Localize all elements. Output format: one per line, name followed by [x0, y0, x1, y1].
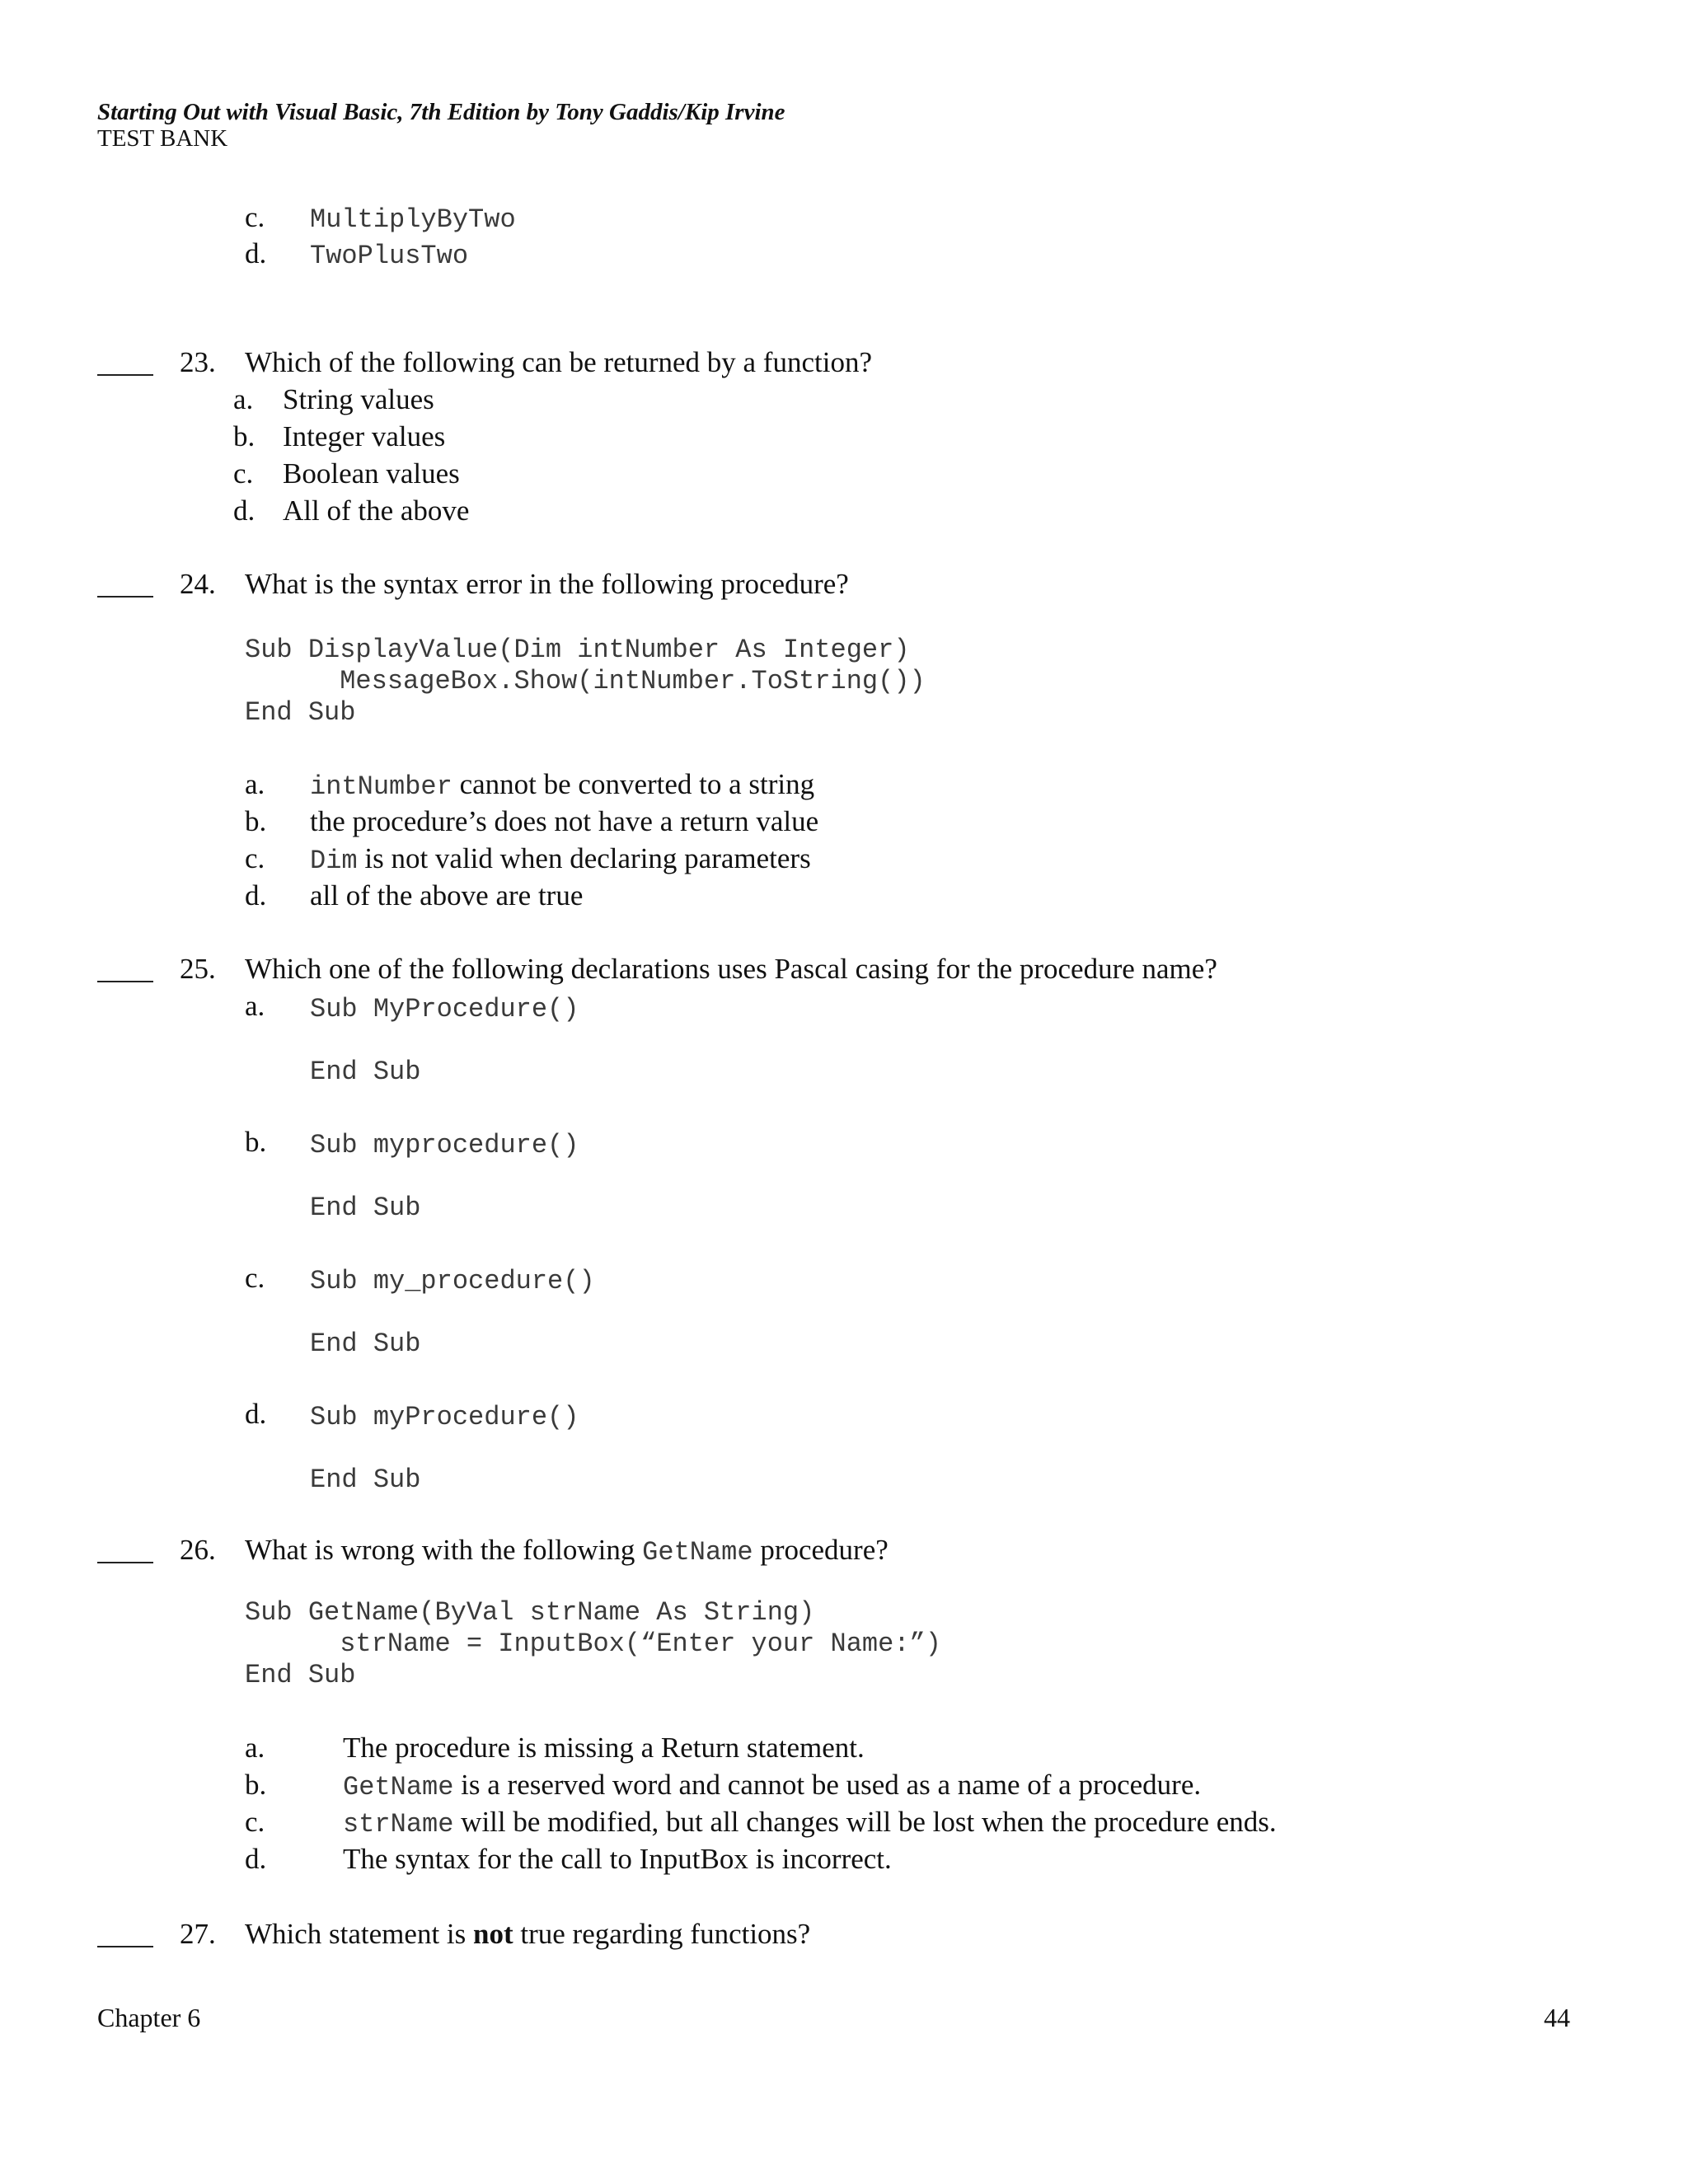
q25-option-c-line-2: End Sub — [310, 1329, 421, 1359]
q25-option-c-line-1: Sub my_procedure() — [310, 1266, 595, 1296]
q25-option-b-line-2: End Sub — [310, 1193, 421, 1223]
q25-option-d-line-2: End Sub — [310, 1465, 421, 1495]
q26-question-code: GetName — [642, 1537, 753, 1568]
q25-option-d-line-1: Sub myProcedure() — [310, 1402, 579, 1432]
q26-option-b — [343, 1769, 1201, 1802]
answer-blank-q24 — [97, 596, 153, 598]
q22-option-c-code: MultiplyByTwo — [310, 204, 516, 235]
q23-option-b-text: Integer values — [283, 420, 446, 452]
q26-question-pre: What is wrong with the following — [245, 1534, 643, 1566]
q24-option-a — [310, 768, 814, 802]
q26-option-b-text: is a reserved word and cannot be used as a name of a procedure. — [453, 1769, 1202, 1801]
q25-question: Which one of the following declarations uses Pascal casing for the procedure name? — [245, 953, 1217, 985]
q26-option-c-letter: c. — [245, 1806, 265, 1838]
q26-code-line-3: End Sub — [245, 1660, 356, 1690]
q26-code-line-2: strName = InputBox(“Enter your Name:”) — [245, 1629, 941, 1659]
q26-question-post: procedure? — [753, 1534, 889, 1566]
q25-option-a-line-1: Sub MyProcedure() — [310, 994, 579, 1024]
q26-code-line-1: Sub GetName(ByVal strName As String) — [245, 1597, 815, 1628]
document-subtitle: TEST BANK — [97, 125, 228, 152]
q24-option-d-text: all of the above are true — [310, 879, 584, 912]
q26-option-a-text: The procedure is missing a Return statement. — [343, 1732, 865, 1764]
q24-code-line-1: Sub DisplayValue(Dim intNumber As Integer) — [245, 635, 910, 665]
q24-option-c — [310, 842, 811, 876]
q25-number: 25. — [180, 953, 216, 985]
q24-option-d-letter: d. — [245, 879, 267, 912]
answer-blank-q25 — [97, 981, 153, 982]
q25-option-d-letter: d. — [245, 1398, 267, 1430]
q22-option-d-letter: d. — [245, 237, 267, 269]
q26-option-c-text: will be modified, but all changes will be lost when the procedure ends. — [453, 1806, 1277, 1838]
answer-blank-q23 — [97, 374, 153, 376]
q26-option-b-code: GetName — [343, 1772, 454, 1802]
q22-option-d-code: TwoPlusTwo — [310, 241, 469, 271]
q26-number: 26. — [180, 1534, 216, 1566]
footer-chapter: Chapter 6 — [97, 2003, 201, 2032]
q25-option-a-line-2: End Sub — [310, 1057, 421, 1087]
q25-option-b-letter: b. — [245, 1126, 267, 1158]
q22-option-c-letter: c. — [245, 201, 265, 233]
q26-option-a-letter: a. — [245, 1732, 265, 1764]
q24-option-b-letter: b. — [245, 805, 267, 837]
q23-option-d-text: All of the above — [283, 494, 470, 527]
q26-option-c — [343, 1806, 1277, 1840]
q25-option-a-letter: a. — [245, 990, 265, 1022]
q26-option-c-code: strName — [343, 1809, 454, 1840]
document-title: Starting Out with Visual Basic, 7th Edition by Tony Gaddis/Kip Irvine — [97, 99, 785, 125]
q27-question — [245, 1918, 810, 1951]
q23-question: Which of the following can be returned by a function? — [245, 346, 872, 378]
q24-number: 24. — [180, 568, 216, 600]
q23-option-c-letter: c. — [233, 457, 254, 490]
q23-option-a-text: String values — [283, 383, 434, 415]
q27-question-pre: Which statement is — [245, 1918, 474, 1950]
q24-option-b-text: the procedure’s does not have a return value — [310, 805, 819, 837]
q23-option-b-letter: b. — [233, 420, 256, 452]
q26-option-d-letter: d. — [245, 1843, 267, 1875]
q27-question-post: true regarding functions? — [513, 1918, 811, 1950]
answer-blank-q27 — [97, 1946, 153, 1947]
q23-option-a-letter: a. — [233, 383, 254, 415]
q24-code-line-3: End Sub — [245, 697, 356, 728]
footer-page-number: 44 — [1544, 2003, 1570, 2032]
q24-option-c-text: is not valid when declaring parameters — [357, 842, 811, 874]
q24-option-c-letter: c. — [245, 842, 265, 874]
q24-code-line-2: MessageBox.Show(intNumber.ToString()) — [245, 666, 926, 696]
q26-question — [245, 1534, 889, 1568]
q26-option-d-text: The syntax for the call to InputBox is incorrect. — [343, 1843, 892, 1875]
q24-option-c-code: Dim — [310, 846, 358, 876]
q23-option-c-text: Boolean values — [283, 457, 460, 490]
answer-blank-q26 — [97, 1562, 153, 1563]
q27-number: 27. — [180, 1918, 216, 1950]
q23-option-d-letter: d. — [233, 494, 256, 527]
q23-number: 23. — [180, 346, 216, 378]
q24-question: What is the syntax error in the following procedure? — [245, 568, 849, 600]
q24-option-a-letter: a. — [245, 768, 265, 800]
q27-question-bold: not — [473, 1918, 513, 1950]
q24-option-a-text: cannot be converted to a string — [452, 768, 815, 800]
q25-option-b-line-1: Sub myprocedure() — [310, 1130, 579, 1160]
q24-option-a-code: intNumber — [310, 771, 452, 802]
q26-option-b-letter: b. — [245, 1769, 267, 1801]
q25-option-c-letter: c. — [245, 1262, 265, 1294]
